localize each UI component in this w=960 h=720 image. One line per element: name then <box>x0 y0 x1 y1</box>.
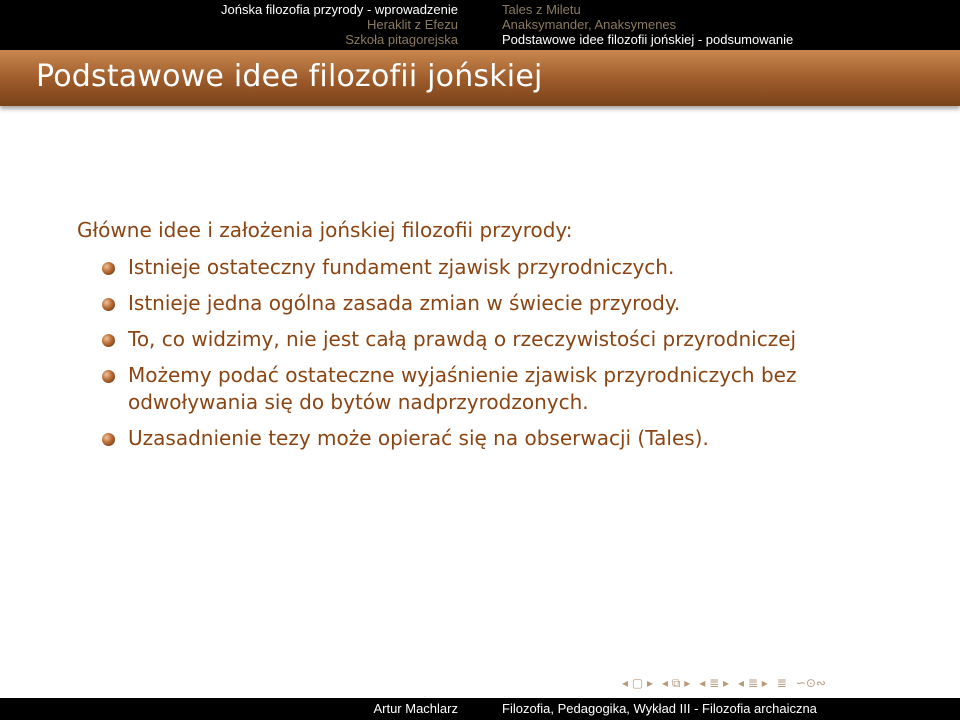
list-item-text: Istnieje jedna ogólna zasada zmian w świecie przyrody. <box>128 291 681 315</box>
section-navigation-icon[interactable]: ◂ ≣ ▸ <box>699 676 729 690</box>
nav-section-pythagorean-school[interactable]: Szkoła pitagorejska <box>345 32 458 47</box>
bullet-ball-icon <box>102 334 115 347</box>
nav-subsection-summary[interactable]: Podstawowe idee filozofii jońskiej - podsumowanie <box>502 32 794 47</box>
bullet-list <box>102 254 862 461</box>
footer-bar <box>0 698 960 720</box>
list-item <box>102 362 862 416</box>
subsection-navigation <box>480 0 960 50</box>
frame-title-bar <box>0 50 960 106</box>
bullet-ball-icon <box>102 262 115 275</box>
bullet-ball-icon <box>102 433 115 446</box>
frame-navigation-icon[interactable]: ◂ ▢ ▸ <box>622 676 654 690</box>
bullet-ball-icon <box>102 370 115 383</box>
beamer-navigation-symbols <box>622 674 829 692</box>
footer-author: Artur Machlarz <box>373 701 458 716</box>
list-item-text: Możemy podać ostateczne wyjaśnienie zjawisk przyrodniczych bez odwoływania się do bytów nadprzyrodzonych. <box>128 363 797 414</box>
list-item <box>102 425 862 452</box>
subsection-navigation-icon[interactable]: ◂ ⧉ ▸ <box>662 675 691 690</box>
nav-subsection-anaximander[interactable]: Anaksymander, Anaksymenes <box>502 17 677 32</box>
list-item-text: Istnieje ostateczny fundament zjawisk przyrodniczych. <box>128 255 675 279</box>
slide-content <box>0 106 960 686</box>
nav-subsection-thales[interactable]: Tales z Miletu <box>502 2 581 17</box>
align-icon[interactable]: ≣ <box>776 676 787 690</box>
header-navigation-bar <box>0 0 960 50</box>
nav-section-heraclitus[interactable]: Heraklit z Efezu <box>366 17 458 32</box>
section-navigation <box>0 0 480 50</box>
intro-text: Główne idee i założenia jońskiej filozofii przyrody: <box>77 218 573 242</box>
list-item <box>102 326 862 353</box>
list-item <box>102 254 862 281</box>
list-item-text: To, co widzimy, nie jest całą prawdą o rzeczywistości przyrodniczej <box>128 327 797 351</box>
search-icon[interactable]: ∽⊙∾ <box>795 676 826 690</box>
list-item <box>102 290 862 317</box>
bullet-ball-icon <box>102 298 115 311</box>
list-item-text: Uzasadnienie tezy może opierać się na obserwacji (Tales). <box>128 426 709 450</box>
nav-section-ionian-philosophy[interactable]: Jońska filozofia przyrody - wprowadzenie <box>221 2 458 17</box>
page-title: Podstawowe idee filozofii jońskiej <box>36 59 543 94</box>
footer-title: Filozofia, Pedagogika, Wykład III - Filozofia archaiczna <box>502 701 817 716</box>
document-navigation-icon[interactable]: ◂ ≣ ▸ <box>738 676 768 690</box>
